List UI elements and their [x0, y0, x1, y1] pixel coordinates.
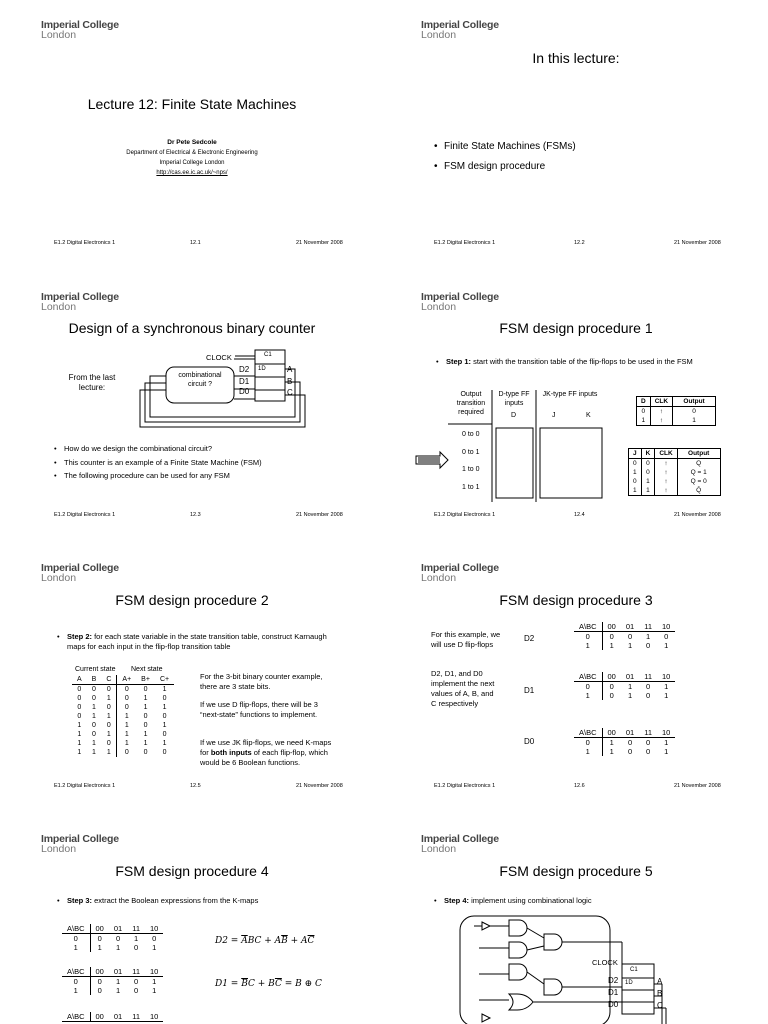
kmap-d0 — [574, 728, 675, 756]
footer-date: 21 November 2008 — [296, 783, 343, 789]
step-text: • Step 4: implement using combinational logic — [444, 895, 592, 906]
kmap-cell: 10 — [145, 924, 163, 934]
table-cell: 1 — [162, 722, 167, 729]
kmap-cell: A\BC — [574, 672, 602, 682]
kmap-cell: 10 — [657, 622, 675, 632]
bullet-item: • The following procedure can be used for any FSM — [64, 470, 230, 481]
kmap-cell: 1 — [664, 682, 669, 691]
slide-5 — [0, 543, 384, 815]
kmap-cell: A\BC — [62, 1012, 90, 1022]
kmap-cell: 0 — [646, 691, 651, 700]
table-cell: 0 — [77, 704, 82, 711]
table-cell: 1 — [101, 694, 117, 703]
d1-label: D1 — [239, 377, 250, 386]
kmap-cell: 1 — [574, 691, 602, 700]
table-cell: 0 — [92, 695, 96, 702]
table-row — [72, 748, 174, 757]
kmap-cell: 1 — [664, 747, 669, 756]
col-dff-label: D-type FF inputs — [498, 391, 530, 407]
kmap-cell: 0 — [664, 632, 669, 641]
kmap-cell: 00 — [602, 622, 621, 632]
kmap-cell: 01 — [109, 967, 127, 977]
slide-6 — [384, 543, 768, 815]
table-cell: 0 — [143, 722, 148, 729]
q-c-label: C — [287, 388, 293, 397]
clock-label: CLOCK — [206, 353, 232, 362]
equation-d1: $D1 = \overline{B}C + B\overline{C} = B$ ⊕ C — [215, 979, 322, 989]
kmap-row — [574, 632, 675, 642]
kmap-row — [574, 682, 675, 692]
url-link[interactable]: http://cas.ee.ic.ac.uk/~nps/ — [156, 170, 228, 176]
table-row — [72, 703, 174, 712]
kmap-d2 — [62, 924, 163, 952]
slide-3 — [0, 272, 384, 544]
college-logo: Imperial College London — [421, 291, 499, 313]
footer-course: E1.2 Digital Electronics 1 — [434, 512, 496, 518]
next-state-label: Next state — [131, 666, 163, 673]
kmap-cell: 0 — [627, 632, 633, 641]
kmap-cell: 0 — [574, 632, 602, 642]
kmap-cell: 11 — [639, 672, 657, 682]
d2-label: D2 — [608, 976, 619, 985]
table-cell: 1 — [77, 731, 82, 738]
kmap-cell: 1 — [97, 943, 102, 952]
table-cell: 1 — [92, 704, 96, 711]
table-cell: 1 — [143, 740, 148, 747]
combinational-circuit-label: combinational circuit ? — [178, 372, 222, 388]
table-cell: 0 — [162, 749, 167, 756]
j-col-label: J — [552, 412, 556, 419]
kmap-cell: 10 — [145, 1012, 163, 1022]
kmap-row — [574, 747, 675, 756]
kmap-cell: 00 — [602, 728, 621, 738]
kmap-cell: 1 — [609, 738, 614, 747]
kmap-cell: 0 — [609, 682, 614, 691]
table-cell: 0 — [92, 731, 96, 738]
state-transition-table: A B C A+ B+ C+ 0 0 0 0 0 1 0 0 1 0 1 0 0 1 0 0 1 1 0 1 1 1 0 0 1 0 0 1 0 1 1 0 1 1 1 0 1 1 0 1 1 1 1 1 1 0 0 0 — [72, 675, 174, 757]
slide-7 — [0, 814, 384, 1024]
kmap-cell: 1 — [664, 738, 669, 747]
footer-date: 21 November 2008 — [674, 512, 721, 518]
kmap-row — [62, 986, 163, 995]
slide-title: Lecture 12: Finite State Machines — [87, 96, 297, 112]
college-logo: Imperial College London — [421, 562, 499, 584]
1d-label: 1D — [258, 366, 266, 372]
kmap-cell: 11 — [127, 967, 145, 977]
table-cell: 0 — [162, 731, 167, 738]
paragraph: For this example, we will use D flip-flops — [431, 630, 501, 649]
table-cell: 0 — [162, 713, 167, 720]
footer-course: E1.2 Digital Electronics 1 — [54, 240, 116, 246]
slide-title: Design of a synchronous binary counter — [68, 320, 316, 336]
table-cell: 1 — [162, 740, 167, 747]
table-cell: 0 — [77, 713, 82, 720]
k-col-label: K — [586, 412, 591, 419]
footer-course: E1.2 Digital Electronics 1 — [434, 240, 496, 246]
kmap-cell: 1 — [646, 632, 651, 641]
kmap-cell: 11 — [639, 728, 657, 738]
footer-page: 12.1 — [190, 240, 201, 246]
kmap-header-row — [62, 924, 163, 934]
table-row — [72, 730, 174, 739]
q-a-label: A — [657, 977, 663, 986]
table-cell: 0 — [101, 703, 117, 712]
table-cell: 0 — [77, 695, 82, 702]
col-output-label: Output transition required — [456, 391, 486, 416]
table-cell: 1 — [101, 712, 117, 721]
kmap-cell: A\BC — [62, 924, 90, 934]
kmap-cell: 01 — [109, 1012, 127, 1022]
transition-row: 0 to 1 — [462, 449, 480, 456]
footer-course: E1.2 Digital Electronics 1 — [434, 783, 496, 789]
slide-title: FSM design procedure 3 — [499, 592, 653, 608]
footer-course: E1.2 Digital Electronics 1 — [54, 783, 116, 789]
q-b-label: B — [287, 377, 293, 386]
table-row — [72, 712, 174, 721]
counter-circuit-diagram — [0, 272, 384, 544]
kmap-d1 — [574, 672, 675, 700]
kmap-cell: 0 — [134, 977, 139, 986]
table-cell: 1 — [101, 730, 117, 739]
kmap-cell: 0 — [646, 747, 651, 756]
kmap-cell: 1 — [627, 641, 633, 650]
slide-1 — [0, 0, 384, 272]
footer-page: 12.6 — [574, 783, 585, 789]
kmap-cell: 1 — [609, 641, 614, 650]
department: Department of Electrical & Electronic Engineering — [126, 150, 258, 156]
kmap-label-d1: D1 — [524, 686, 535, 695]
table-cell: 1 — [101, 748, 117, 757]
kmap-cell: 0 — [134, 943, 139, 952]
table-cell: 0 — [101, 721, 117, 730]
paragraph: If we use JK flip-flops, we need K-maps for both inputs of each flip-flop, which would be 6 Boolean functions. — [200, 738, 332, 767]
1d-label: 1D — [625, 980, 633, 986]
college-logo: Imperial College London — [421, 833, 499, 855]
kmap-cell: 1 — [574, 747, 602, 756]
step-text: • Step 1: start with the transition table of the flip-flops to be used in the FSM — [446, 357, 706, 367]
table-cell: 1 — [124, 740, 129, 747]
kmap-cell: 0 — [627, 747, 633, 756]
table-row — [72, 721, 174, 730]
slide-title: FSM design procedure 1 — [499, 320, 653, 336]
table-cell: 0 — [124, 704, 129, 711]
kmap-cell: 0 — [97, 986, 102, 995]
kmap-cell: 0 — [115, 934, 121, 943]
logic-circuit-diagram — [384, 814, 768, 1024]
transition-row: 0 to 0 — [462, 431, 480, 438]
college: Imperial College London — [159, 160, 225, 166]
c1-label: C1 — [264, 352, 272, 358]
kmap-cell: 1 — [664, 641, 669, 650]
d2-label: D2 — [239, 365, 250, 374]
college-logo: Imperial College London — [41, 562, 119, 584]
kmap-cell: 00 — [90, 924, 109, 934]
jk-flipflop-table: J K CLK Output 0 0 ↑ Q 1 0 ↑ Q = 1 0 1 ↑ Q = 0 1 1 ↑ Q̄ — [628, 448, 721, 496]
table-cell: 1 — [92, 749, 96, 756]
kmap-cell: 1 — [574, 641, 602, 650]
footer-date: 21 November 2008 — [296, 240, 343, 246]
paragraph: For the 3-bit binary counter example, there are 3 state bits. — [200, 672, 323, 691]
kmap-cell: 1 — [152, 986, 157, 995]
current-state-label: Current state — [75, 666, 116, 673]
table-cell: 0 — [101, 739, 117, 748]
footer-page: 12.2 — [574, 240, 585, 246]
kmap-cell: 0 — [646, 641, 651, 650]
table-row — [72, 694, 174, 703]
kmap-d0 — [62, 1012, 163, 1022]
d-col-label: D — [511, 412, 517, 419]
kmap-row — [574, 738, 675, 748]
kmap-cell: 01 — [621, 672, 639, 682]
footer-page: 12.5 — [190, 783, 201, 789]
slide-title: FSM design procedure 4 — [115, 863, 269, 879]
kmap-cell: 0 — [62, 934, 90, 944]
table-cell: 0 — [77, 686, 82, 693]
bullet-item: • FSM design procedure — [444, 161, 545, 172]
table-cell: 0 — [143, 686, 148, 693]
kmap-cell: 10 — [657, 728, 675, 738]
table-cell: 1 — [143, 704, 148, 711]
kmap-cell: 1 — [609, 747, 614, 756]
kmap-cell: 1 — [62, 986, 90, 995]
col-jkff-label: JK-type FF inputs — [542, 391, 598, 398]
table-cell: 0 — [143, 749, 148, 756]
bullet-item: • Finite State Machines (FSMs) — [444, 141, 576, 152]
footer-page: 12.3 — [190, 512, 201, 518]
kmap-cell: 1 — [627, 691, 633, 700]
slide-title: FSM design procedure 5 — [499, 863, 653, 879]
table-cell: 1 — [162, 704, 167, 711]
table-cell: 1 — [77, 722, 82, 729]
clock-label: CLOCK — [592, 958, 618, 967]
transition-row: 1 to 0 — [462, 466, 480, 473]
equation-d2: $D2 = \overline{A}BC + A\overline{B} + A\overline{C}$ — [215, 936, 315, 946]
kmap-d2 — [574, 622, 675, 650]
footer-date: 21 November 2008 — [674, 783, 721, 789]
kmap-header-row — [62, 1012, 163, 1022]
transition-row: 1 to 1 — [462, 484, 480, 491]
kmap-cell: 01 — [621, 728, 639, 738]
table-cell: 0 — [124, 749, 129, 756]
table-cell: 0 — [124, 695, 129, 702]
kmap-header-row — [574, 728, 675, 738]
from-last-label: From the last lecture: — [68, 373, 116, 392]
kmap-cell: 0 — [574, 682, 602, 692]
kmap-cell: 11 — [127, 924, 145, 934]
college-logo: Imperial College London — [41, 291, 119, 313]
table-cell: 0 — [124, 686, 129, 693]
kmap-cell: 0 — [62, 977, 90, 987]
kmap-cell: 1 — [115, 986, 121, 995]
kmap-row — [62, 977, 163, 987]
footer-date: 21 November 2008 — [674, 240, 721, 246]
table-cell: 1 — [77, 740, 82, 747]
kmap-label-d0: D0 — [524, 737, 535, 746]
step-text: • Step 2: for each state variable in the state transition table, construct Karnaugh maps for each input in the flip-flop transition table — [67, 632, 342, 652]
step-text: • Step 3: extract the Boolean expressions from the K-maps — [67, 895, 258, 906]
kmap-cell: 0 — [134, 986, 139, 995]
paragraph: If we use D flip-flops, there will be 3 “next-state” functions to implement. — [200, 700, 318, 719]
kmap-cell: 1 — [627, 682, 633, 691]
table-cell: 0 — [143, 713, 148, 720]
kmap-cell: 1 — [664, 691, 669, 700]
footer-course: E1.2 Digital Electronics 1 — [54, 512, 116, 518]
kmap-header-row — [574, 672, 675, 682]
college-logo: Imperial College London — [41, 833, 119, 855]
kmap-d1 — [62, 967, 163, 995]
table-row — [72, 685, 174, 695]
kmap-cell: 0 — [97, 934, 102, 943]
kmap-label-d2: D2 — [524, 634, 535, 643]
kmap-cell: 11 — [127, 1012, 145, 1022]
d-flipflop-table: D CLK Output 0 ↑ 0 1 ↑ 1 — [636, 396, 716, 426]
kmap-cell: 00 — [90, 967, 109, 977]
kmap-cell: 1 — [152, 977, 157, 986]
kmap-cell: 0 — [97, 977, 102, 986]
footer-date: 21 November 2008 — [296, 512, 343, 518]
footer-page: 12.4 — [574, 512, 585, 518]
kmap-cell: 1 — [115, 943, 121, 952]
table-cell: 1 — [77, 749, 82, 756]
table-cell: 1 — [162, 686, 167, 693]
bullet-item: • How do we design the combinational circuit? — [64, 443, 212, 454]
table-row — [72, 739, 174, 748]
slide-2 — [384, 0, 768, 272]
kmap-cell: 11 — [639, 622, 657, 632]
kmap-cell: 01 — [109, 924, 127, 934]
kmap-cell: 0 — [646, 738, 651, 747]
kmap-row — [62, 943, 163, 952]
slide-4 — [384, 272, 768, 544]
kmap-cell: 1 — [62, 943, 90, 952]
bullet-item: • This counter is an example of a Finite State Machine (FSM) — [64, 457, 262, 468]
c1-label: C1 — [630, 967, 638, 973]
kmap-header-row — [574, 622, 675, 632]
kmap-cell: 1 — [115, 977, 121, 986]
kmap-cell: 1 — [152, 943, 157, 952]
kmap-cell: A\BC — [574, 622, 602, 632]
kmap-cell: 0 — [574, 738, 602, 748]
slide-title: FSM design procedure 2 — [115, 592, 269, 608]
kmap-cell: A\BC — [62, 967, 90, 977]
table-cell: 1 — [143, 695, 148, 702]
table-cell: 0 — [92, 722, 96, 729]
slide-8 — [384, 814, 768, 1024]
table-cell: 1 — [92, 713, 96, 720]
kmap-cell: A\BC — [574, 728, 602, 738]
kmap-cell: 0 — [152, 934, 157, 943]
kmap-cell: 0 — [646, 682, 651, 691]
table-cell: 0 — [92, 686, 96, 693]
slide-title: In this lecture: — [532, 50, 620, 66]
table-cell: 1 — [92, 740, 96, 747]
table-cell: 1 — [143, 731, 148, 738]
kmap-cell: 00 — [90, 1012, 109, 1022]
table-cell: 0 — [162, 695, 167, 702]
college-logo: Imperial College London — [421, 19, 499, 41]
q-c-label: C — [657, 1001, 663, 1010]
kmap-cell: 0 — [609, 691, 614, 700]
table-cell: 1 — [124, 713, 129, 720]
paragraph: D2, D1, and D0 implement the next values of A, B, and C respectively — [431, 669, 495, 708]
table-cell: 1 — [124, 731, 129, 738]
table-cell: 0 — [101, 685, 117, 695]
d0-label: D0 — [608, 1000, 619, 1009]
q-b-label: B — [657, 989, 663, 998]
table-cell: 1 — [124, 722, 129, 729]
author: Dr Pete Sedcole — [167, 139, 217, 146]
kmap-cell: 10 — [657, 672, 675, 682]
kmap-cell: 10 — [145, 967, 163, 977]
d1-label: D1 — [608, 988, 619, 997]
d0-label: D0 — [239, 387, 250, 396]
kmap-cell: 0 — [609, 632, 614, 641]
kmap-cell: 1 — [134, 934, 139, 943]
kmap-header-row — [62, 967, 163, 977]
kmap-row — [574, 691, 675, 700]
college-logo: Imperial College London — [41, 19, 119, 41]
q-a-label: A — [287, 365, 293, 374]
kmap-cell: 0 — [627, 738, 633, 747]
kmap-cell: 01 — [621, 622, 639, 632]
kmap-cell: 00 — [602, 672, 621, 682]
kmap-row — [574, 641, 675, 650]
kmap-row — [62, 934, 163, 944]
